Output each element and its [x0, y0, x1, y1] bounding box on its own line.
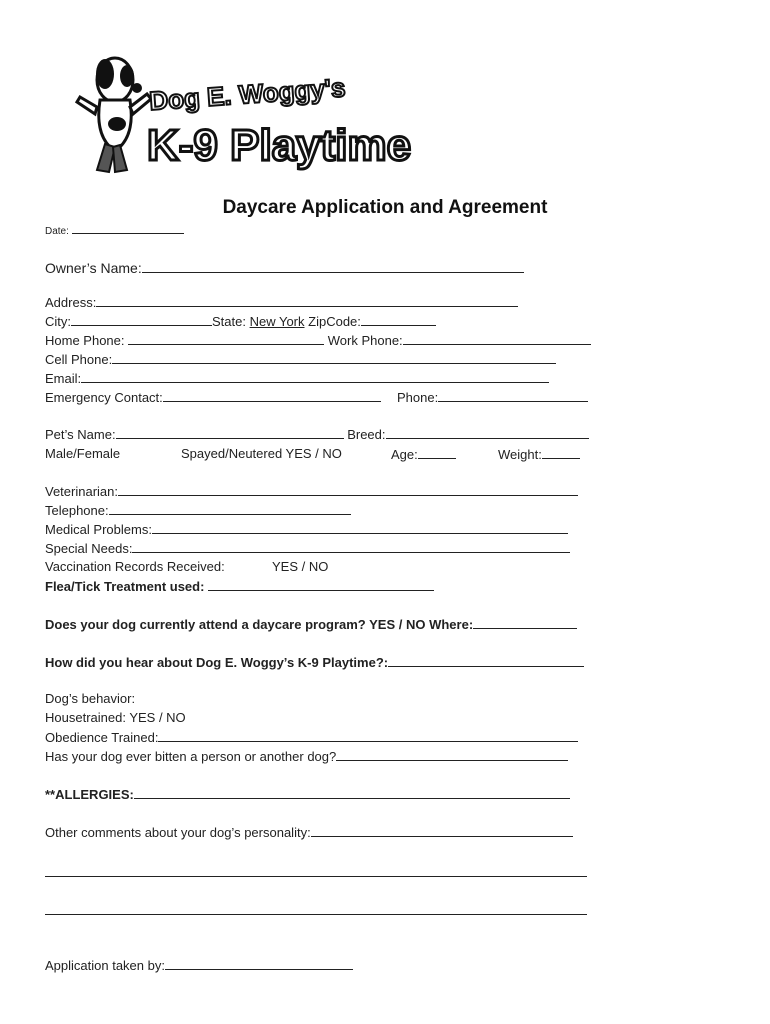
state-label: State: — [212, 314, 246, 329]
special-needs-label: Special Needs: — [45, 541, 133, 556]
page-title: Daycare Application and Agreement — [222, 197, 548, 218]
email-field[interactable] — [45, 370, 549, 387]
referral-question-label: How did you hear about Dog E. Woggy’s K-9 Playtime?: — [45, 655, 389, 670]
dog-mascot-icon — [77, 58, 151, 172]
work-phone-blank[interactable] — [403, 332, 591, 345]
referral-blank[interactable] — [388, 654, 584, 667]
email-blank[interactable] — [81, 370, 549, 383]
emergency-phone-label: Phone: — [397, 390, 439, 405]
pet-name-blank[interactable] — [116, 426, 344, 439]
emergency-contact-label: Emergency Contact: — [45, 390, 163, 405]
email-label: Email: — [45, 371, 82, 386]
emergency-row — [45, 389, 381, 406]
comments-blank[interactable] — [311, 824, 573, 837]
bitten-blank[interactable] — [336, 748, 568, 761]
medical-problems-field[interactable] — [45, 521, 568, 538]
address-blank[interactable] — [96, 294, 518, 307]
vet-telephone-label: Telephone: — [45, 503, 109, 518]
phone-row — [45, 332, 591, 349]
comments-line-3[interactable] — [45, 914, 587, 915]
vaccination-options[interactable]: YES / NO — [272, 559, 329, 574]
daycare-question-label: Does your dog currently attend a daycare program? YES / NO Where: — [45, 617, 474, 632]
date-label: Date: — [45, 226, 69, 237]
sex-label[interactable]: Male/Female — [45, 446, 121, 461]
vet-telephone-field[interactable] — [45, 502, 351, 519]
owner-name-label: Owner’s Name: — [45, 260, 142, 276]
weight-label: Weight: — [498, 447, 542, 462]
vaccination-label: Vaccination Records Received: — [45, 559, 225, 574]
allergies-blank[interactable] — [134, 786, 570, 799]
date-blank[interactable] — [72, 224, 184, 234]
flea-tick-label: Flea/Tick Treatment used: — [45, 579, 205, 594]
weight-blank[interactable] — [542, 446, 580, 459]
age-field[interactable] — [391, 446, 456, 463]
home-phone-blank[interactable] — [128, 332, 324, 345]
comments-label: Other comments about your dog’s personality: — [45, 825, 311, 840]
pet-name-row — [45, 426, 589, 443]
daycare-question[interactable] — [45, 616, 577, 633]
taken-by-field[interactable] — [45, 957, 353, 974]
state-value[interactable]: New York — [249, 314, 305, 329]
breed-label: Breed: — [347, 427, 386, 442]
date-field[interactable] — [45, 224, 184, 237]
allergies-field[interactable] — [45, 786, 570, 803]
vet-telephone-blank[interactable] — [109, 502, 351, 515]
vaccination-row — [45, 559, 225, 575]
bitten-question[interactable] — [45, 748, 568, 765]
emergency-contact-blank[interactable] — [163, 389, 381, 402]
age-label: Age: — [391, 447, 418, 462]
weight-field[interactable] — [498, 446, 580, 463]
age-blank[interactable] — [418, 446, 456, 459]
owner-name-field[interactable] — [45, 260, 524, 276]
work-phone-label: Work Phone: — [327, 333, 403, 348]
veterinarian-label: Veterinarian: — [45, 484, 118, 499]
obedience-blank[interactable] — [158, 729, 578, 742]
behavior-header: Dog’s behavior: — [45, 691, 136, 706]
taken-by-blank[interactable] — [165, 957, 353, 970]
obedience-label: Obedience Trained: — [45, 730, 159, 745]
cell-phone-blank[interactable] — [112, 351, 556, 364]
emergency-phone-blank[interactable] — [438, 389, 588, 402]
city-blank[interactable] — [71, 313, 212, 326]
spayed-neutered-option[interactable]: Spayed/Neutered YES / NO — [181, 446, 342, 461]
medical-problems-blank[interactable] — [152, 521, 568, 534]
veterinarian-blank[interactable] — [118, 483, 578, 496]
referral-question[interactable] — [45, 654, 584, 671]
comments-field[interactable] — [45, 824, 573, 841]
medical-problems-label: Medical Problems: — [45, 522, 152, 537]
emergency-phone-field[interactable] — [397, 389, 588, 406]
flea-tick-field[interactable] — [45, 578, 434, 595]
zip-blank[interactable] — [361, 313, 436, 326]
special-needs-blank[interactable] — [132, 540, 570, 553]
home-phone-label: Home Phone: — [45, 333, 125, 348]
allergies-label: **ALLERGIES: — [45, 787, 134, 802]
logo-line2: K-9 Playtime — [147, 121, 412, 170]
taken-by-label: Application taken by: — [45, 958, 165, 973]
cell-phone-label: Cell Phone: — [45, 352, 113, 367]
pet-name-label: Pet’s Name: — [45, 427, 116, 442]
bitten-label: Has your dog ever bitten a person or another dog? — [45, 749, 337, 764]
housetrained-option[interactable]: Housetrained: YES / NO — [45, 710, 186, 725]
city-label: City: — [45, 314, 71, 329]
comments-line-2[interactable] — [45, 876, 587, 877]
daycare-where-blank[interactable] — [473, 616, 577, 629]
zip-label: ZipCode: — [308, 314, 361, 329]
obedience-field[interactable] — [45, 729, 578, 746]
city-state-zip-row — [45, 313, 436, 330]
logo-line1: Dog E. Woggy's — [148, 72, 347, 116]
special-needs-field[interactable] — [45, 540, 570, 557]
owner-name-blank[interactable] — [142, 260, 524, 273]
veterinarian-field[interactable] — [45, 483, 578, 500]
company-logo — [75, 52, 455, 177]
cell-phone-field[interactable] — [45, 351, 556, 368]
address-field[interactable] — [45, 294, 518, 311]
address-label: Address: — [45, 295, 97, 310]
breed-blank[interactable] — [386, 426, 589, 439]
flea-tick-blank[interactable] — [208, 578, 434, 591]
